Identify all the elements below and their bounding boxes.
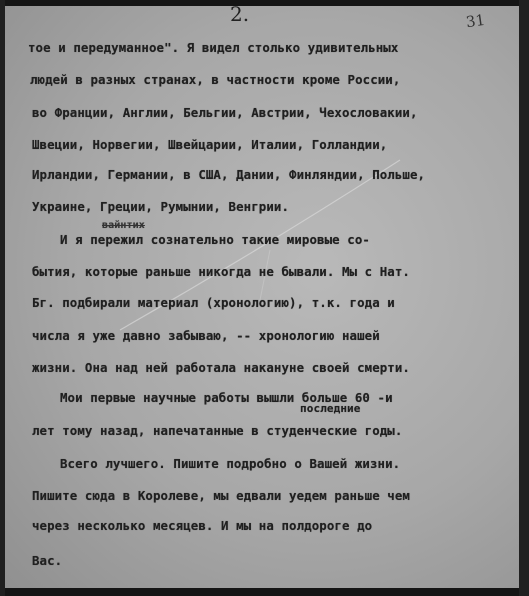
- text-line: во Франции, Англии, Бельгии, Австрии, Чехословакии,: [32, 105, 418, 120]
- text-line: лет тому назад, напечатанные в студенческие годы.: [32, 423, 403, 438]
- text-line: тое и передуманное". Я видел столько удивительных: [28, 40, 399, 55]
- handwritten-corner-mark: 31: [464, 10, 487, 32]
- text-line: через несколько месяцев. И мы на полдороге до: [32, 518, 373, 533]
- text-line: жизни. Она над ней работала накануне своей смерти.: [32, 360, 410, 375]
- struck-word: вайнтих: [102, 220, 145, 231]
- text-line: бытия, которые раньше никогда не бывали. Мы с Нат.: [32, 264, 410, 279]
- text-line: Украине, Греции, Румынии, Венгрии.: [32, 199, 290, 214]
- inserted-word-above: последние: [300, 402, 361, 415]
- text-line: людей в разных странах, в частности кроме России,: [30, 72, 401, 87]
- text-line: Всего лучшего. Пишите подробно о Вашей жизни.: [60, 456, 401, 471]
- text-line: числа я уже давно забываю, -- хронологию нашей: [32, 328, 380, 343]
- page-number: 2.: [230, 2, 250, 26]
- text-line: Ирландии, Германии, в США, Дании, Финляндии, Польше,: [32, 167, 426, 182]
- text-line: Мои первые научные работы вышли больше 60 -и: [60, 390, 393, 405]
- text-line: И я пережил сознательно такие мировые со-: [60, 232, 370, 247]
- text-line: Вас.: [32, 553, 63, 568]
- text-line: Пишите сюда в Королеве, мы едвали уедем раньше чем: [32, 488, 410, 503]
- text-line: Швеции, Норвегии, Швейцарии, Италии, Голландии,: [32, 137, 388, 152]
- text-line: Бг. подбирали материал (хронологию), т.к. года и: [32, 295, 395, 310]
